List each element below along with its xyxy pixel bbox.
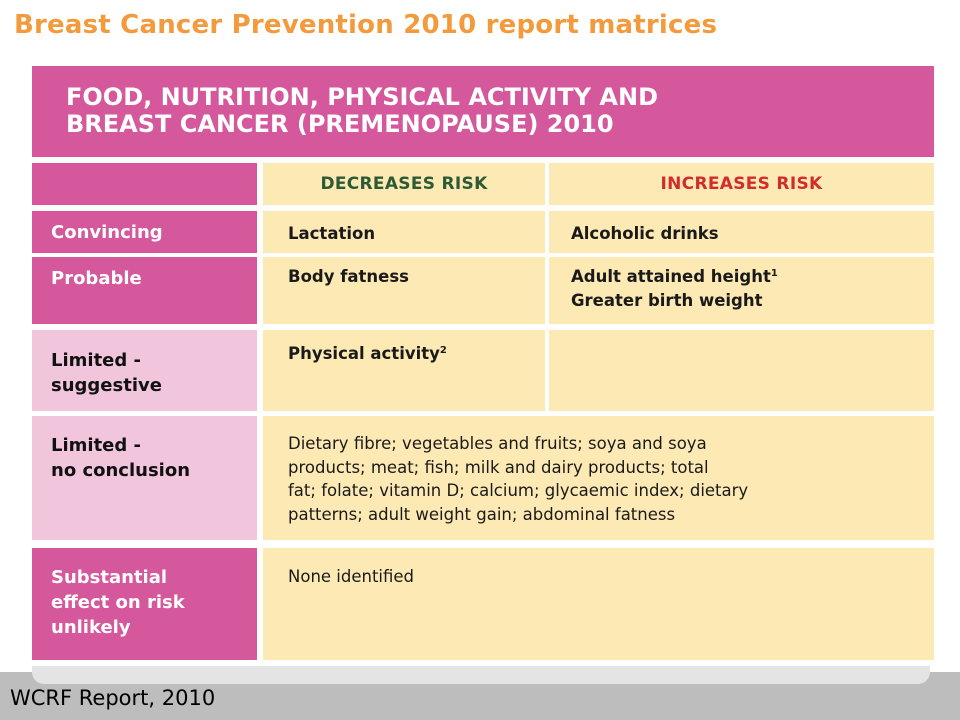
label-line-3: unlikely [51,617,131,638]
header-increases-risk: INCREASES RISK [549,163,934,205]
source-caption: WCRF Report, 2010 [10,686,216,710]
row-label-probable: Probable [32,257,257,324]
label-line-1: Substantial [51,567,168,588]
cell-no-conclusion-text [263,416,934,540]
banner-line-2: BREAST CANCER (PREMENOPAUSE) 2010 [66,110,614,138]
footnote-2: 2 [439,345,447,356]
label-line-2: effect on risk [51,592,185,613]
probable-increases-item-1: Adult attained height$^1$ [571,267,778,286]
label-line-1: Limited - [51,435,141,456]
row-label-limited-suggestive [32,330,257,411]
cell-convincing-decreases: Lactation [263,211,545,253]
footnote-1: 1 [770,268,778,279]
cell-suggestive-decreases: Physical activity$^2$ [263,330,545,411]
banner-line-1: FOOD, NUTRITION, PHYSICAL ACTIVITY AND [66,83,658,111]
risk-matrix-table [32,66,934,666]
label-line-1: Limited - [51,350,141,371]
cell-suggestive-increases [549,330,934,411]
text-line-4: patterns; adult weight gain; abdominal fatness [288,504,676,524]
header-decreases-risk: DECREASES RISK [263,163,545,205]
label-line-2: suggestive [51,375,162,396]
row-label-convincing: Convincing [32,211,257,253]
slide-title: Breast Cancer Prevention 2010 report matrices [14,10,718,40]
probable-increases-item-2: Greater birth weight [571,290,763,310]
row-label-substantial-effect-unlikely [32,548,257,660]
label-line-2: no conclusion [51,460,191,481]
text-line-2: products; meat; fish; milk and dairy products; total [288,457,709,477]
table-banner-title [66,84,906,138]
cell-probable-increases [549,257,934,324]
row-label-limited-no-conclusion [32,416,257,540]
cell-probable-decreases: Body fatness [263,257,545,324]
table-shadow [32,666,930,684]
cell-convincing-increases: Alcoholic drinks [549,211,934,253]
table-banner [32,66,934,157]
text-line-1: Dietary fibre; vegetables and fruits; soya and soya [288,434,707,453]
cell-substantial-text: None identified [263,548,934,660]
header-corner-cell [32,163,257,205]
text-line-3: fat; folate; vitamin D; calcium; glycaemic index; dietary [288,481,749,500]
